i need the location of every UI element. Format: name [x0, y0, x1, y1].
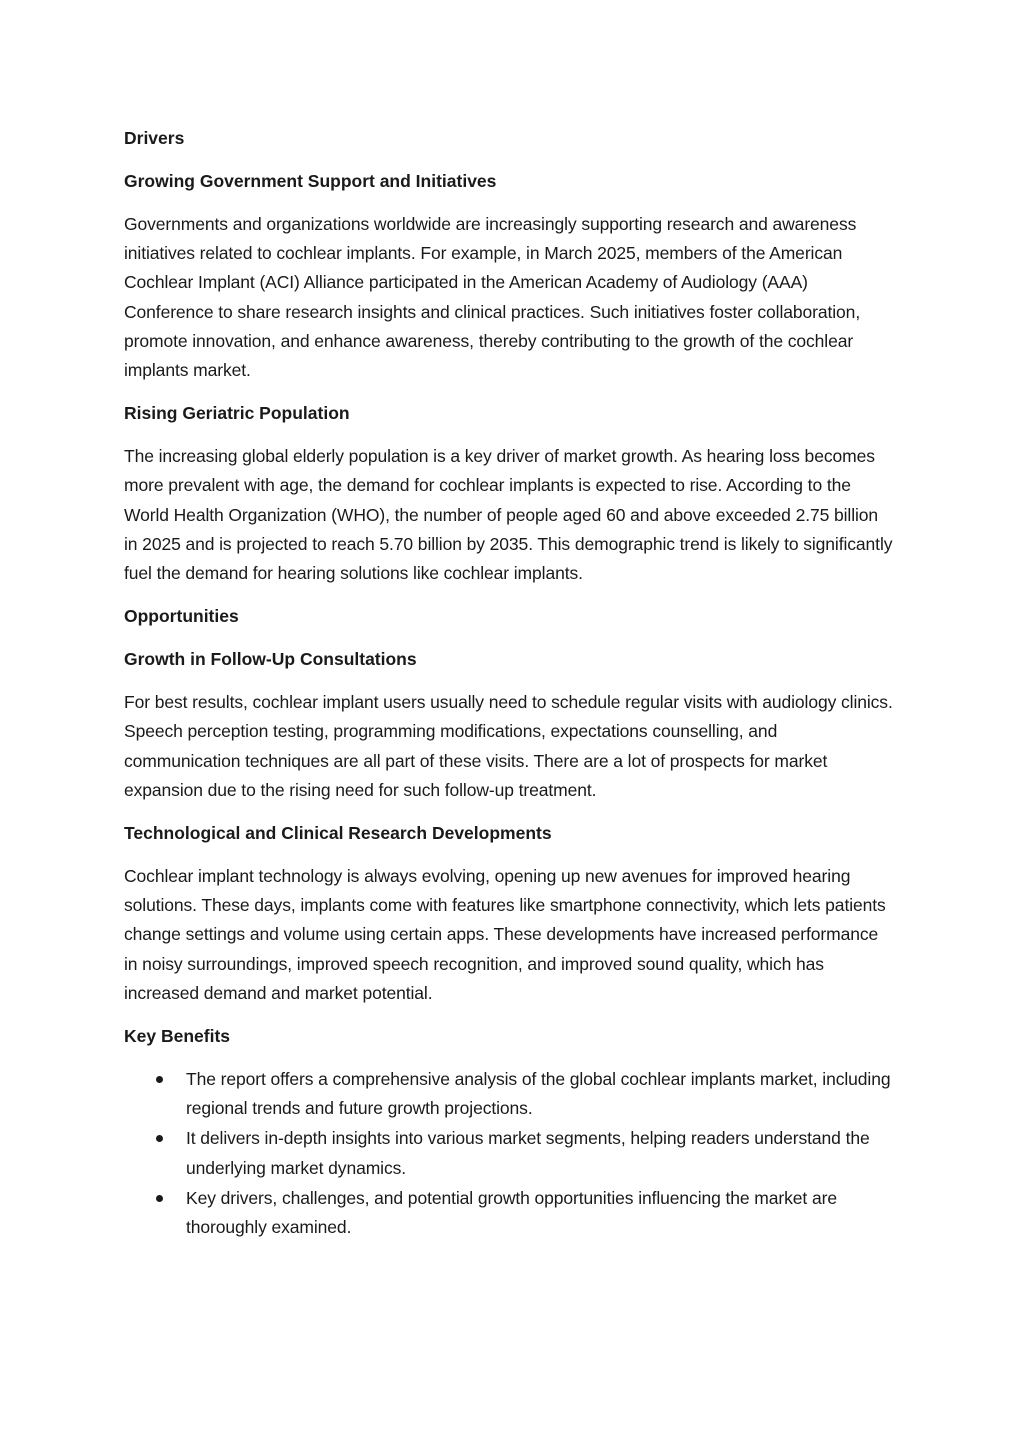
list-item — [124, 1065, 896, 1123]
section-heading-drivers: Drivers — [124, 128, 185, 148]
subheading-government-support: Growing Government Support and Initiatives — [124, 171, 497, 191]
list-item-text: Key drivers, challenges, and potential growth opportunities influencing the market are thoroughly examined. — [186, 1187, 837, 1238]
paragraph-geriatric-population: The increasing global elderly population is a key driver of market growth. As hearing loss becomes more prevalent with age, the demand for cochlear implants is expected to rise. According to the World Health Organization (WHO), the number of people aged 60 and above exceeded 2.75 billion in 2025 and is projected to reach 5.70 billion by 2035. This demographic trend is likely to significantly fuel the demand for hearing solutions like cochlear implants. — [124, 446, 893, 584]
paragraph-follow-up-consultations: For best results, cochlear implant users usually need to schedule regular visits with audiology clinics. Speech perception testing, programming modifications, expectations counselling, and communication techniques are all part of these visits. There are a lot of prospects for market expansion due to the rising need for such follow-up treatment. — [124, 692, 893, 800]
bullet-icon — [156, 1135, 163, 1142]
bullet-icon — [156, 1076, 163, 1083]
list-item-text: It delivers in-depth insights into various market segments, helping readers understand the underlying market dynamics. — [186, 1128, 870, 1178]
list-item — [124, 1184, 896, 1242]
paragraph-government-support: Governments and organizations worldwide are increasingly supporting research and awareness initiatives related to cochlear implants. For example, in March 2025, members of the American Cochlear Implant (ACI) Alliance participated in the American Academy of Audiology (AAA) Conference to share research insights and clinical practices. Such initiatives foster collaboration, promote innovation, and enhance awareness, thereby contributing to the growth of the cochlear implants market. — [124, 214, 861, 381]
key-benefits-list — [124, 1065, 896, 1242]
bullet-icon — [156, 1195, 163, 1202]
list-item — [124, 1124, 896, 1182]
paragraph-technological-developments: Cochlear implant technology is always evolving, opening up new avenues for improved hearing solutions. These days, implants come with features like smartphone connectivity, which lets patients change settings and volume using certain apps. These developments have increased performance in noisy surroundings, improved speech recognition, and improved sound quality, which has increased demand and market potential. — [124, 866, 886, 1003]
section-heading-key-benefits: Key Benefits — [124, 1026, 231, 1047]
subheading-geriatric-population: Rising Geriatric Population — [124, 403, 350, 424]
subheading-technological-developments: Technological and Clinical Research Developments — [124, 823, 552, 844]
list-item-text: The report offers a comprehensive analysis of the global cochlear implants market, including regional trends and future growth projections. — [186, 1069, 891, 1119]
section-heading-opportunities: Opportunities — [124, 606, 239, 627]
document-page — [124, 124, 896, 1243]
subheading-follow-up-consultations: Growth in Follow-Up Consultations — [124, 649, 417, 670]
